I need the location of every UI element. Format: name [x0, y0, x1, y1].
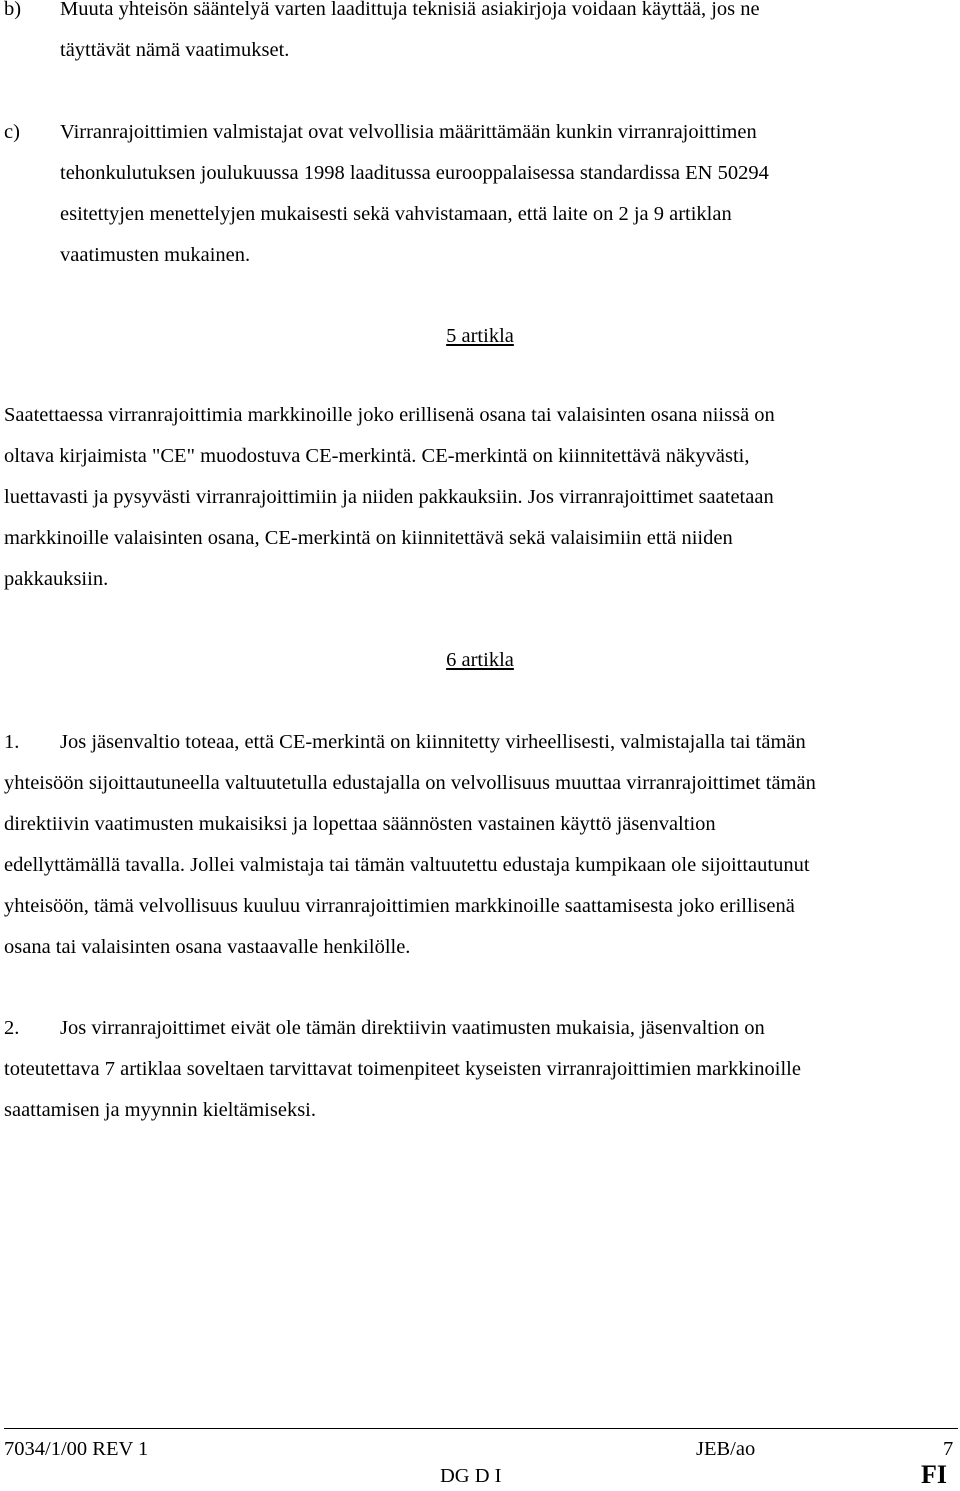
paragraph-1-line-1: Jos jäsenvaltio toteaa, että CE-merkintä on kiinnitetty virheellisesti, valmistajalla tai tämän	[60, 731, 806, 753]
paragraph-1-line-3: direktiivin vaatimusten mukaisiksi ja lopettaa säännösten vastainen käyttö jäsenvaltion	[4, 813, 716, 835]
item-b-marker: b)	[4, 0, 22, 20]
paragraph-1-line-5: yhteisöön, tämä velvollisuus kuuluu virranrajoittimien markkinoille saattamisesta joko erillisenä	[4, 895, 795, 917]
paragraph-2-line-3: saattamisen ja myynnin kieltämiseksi.	[4, 1099, 316, 1121]
item-c-line-3: esitettyjen menettelyjen mukaisesti sekä vahvistamaan, että laite on 2 ja 9 artiklan	[60, 203, 732, 225]
footer-doc-reference: 7034/1/00 REV 1	[4, 1438, 149, 1460]
article-6-heading: 6 artikla	[446, 649, 514, 671]
footer-author-code: JEB/ao	[696, 1438, 756, 1460]
paragraph-1-line-6: osana tai valaisinten osana vastaavalle henkilölle.	[4, 936, 411, 958]
paragraph-1-marker: 1.	[4, 731, 20, 753]
paragraph-2-line-1: Jos virranrajoittimet eivät ole tämän direktiivin vaatimusten mukaisia, jäsenvaltion on	[60, 1017, 765, 1039]
article-5-line-4: markkinoille valaisinten osana, CE-merkintä on kiinnitettävä sekä valaisimiin että niiden	[4, 527, 733, 549]
paragraph-2-marker: 2.	[4, 1017, 20, 1039]
item-c-line-2: tehonkulutuksen joulukuussa 1998 laaditussa eurooppalaisessa standardissa EN 50294	[60, 162, 769, 184]
footer-divider	[4, 1428, 958, 1429]
item-b-line-1: Muuta yhteisön sääntelyä varten laadittuja teknisiä asiakirjoja voidaan käyttää, jos ne	[60, 0, 760, 20]
article-5-line-3: luettavasti ja pysyvästi virranrajoittimiin ja niiden pakkauksiin. Jos virranrajoittimet saatetaan	[4, 486, 774, 508]
footer-page-number: 7	[943, 1438, 954, 1460]
item-c-marker: c)	[4, 121, 20, 143]
article-5-line-1: Saatettaessa virranrajoittimia markkinoille joko erillisenä osana tai valaisinten osana niissä on	[4, 404, 775, 426]
item-b-line-2: täyttävät nämä vaatimukset.	[60, 39, 290, 61]
item-c-line-4: vaatimusten mukainen.	[60, 244, 251, 266]
article-5-line-2: oltava kirjaimista "CE" muodostuva CE-merkintä. CE-merkintä on kiinnitettävä näkyvästi,	[4, 445, 750, 467]
paragraph-1-line-2: yhteisöön sijoittautuneella valtuutetulla edustajalla on velvollisuus muuttaa virranrajoittimet tämän	[4, 772, 816, 794]
article-5-heading: 5 artikla	[446, 325, 514, 347]
paragraph-1-line-4: edellyttämällä tavalla. Jollei valmistaja tai tämän valtuutettu edustaja kumpikaan ole sijoittautunut	[4, 854, 810, 876]
paragraph-2-line-2: toteutettava 7 artiklaa soveltaen tarvittavat toimenpiteet kyseisten virranrajoittimien markkinoille	[4, 1058, 801, 1080]
article-5-line-5: pakkauksiin.	[4, 568, 109, 590]
footer-directorate: DG D I	[440, 1465, 502, 1487]
footer-language-code: FI	[921, 1460, 947, 1489]
item-c-line-1: Virranrajoittimien valmistajat ovat velvollisia määrittämään kunkin virranrajoittimen	[60, 121, 757, 143]
